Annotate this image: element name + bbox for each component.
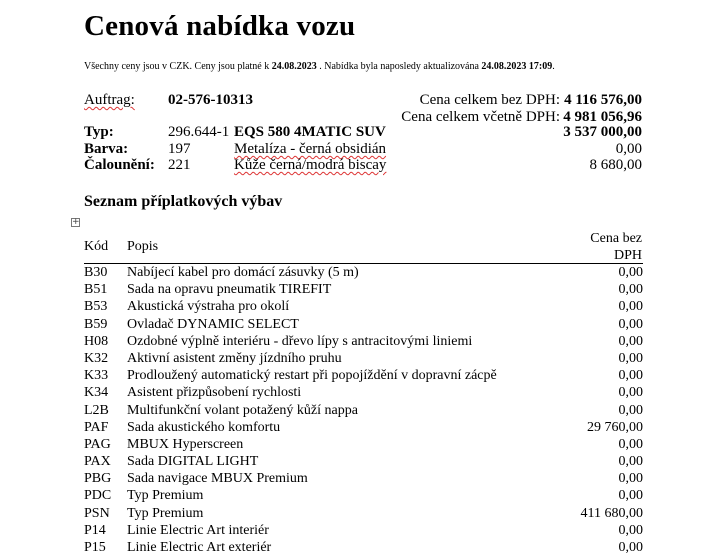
row-code: P14 xyxy=(84,522,106,538)
typ-label: Typ: xyxy=(84,124,114,140)
row-desc: Multifunkční volant potažený kůží nappa xyxy=(127,402,358,418)
row-price: 0,00 xyxy=(618,402,643,418)
row-code: PSN xyxy=(84,505,110,521)
row-desc: Typ Premium xyxy=(127,505,204,521)
row-code: P15 xyxy=(84,540,106,555)
table-row xyxy=(84,403,643,420)
note-prefix: Všechny ceny jsou v CZK. Ceny jsou platné k xyxy=(84,61,270,72)
total-net-label: Cena celkem bez DPH: xyxy=(419,92,560,108)
table-row xyxy=(84,488,643,505)
row-desc: Sada akustického komfortu xyxy=(127,419,281,435)
col-price-header-line1: Cena bez xyxy=(590,231,642,246)
col-desc-header: Popis xyxy=(127,239,159,254)
barva-code: 197 xyxy=(168,141,191,157)
table-row xyxy=(84,454,643,471)
typ-name: EQS 580 4MATIC SUV xyxy=(234,124,386,140)
calouneni-label: Čalounění: xyxy=(84,157,155,173)
row-code: B59 xyxy=(84,316,108,332)
table-row xyxy=(84,506,643,523)
row-desc: Sada DIGITAL LIGHT xyxy=(127,454,259,470)
row-desc: MBUX Hyperscreen xyxy=(127,436,244,452)
table-row xyxy=(84,317,643,334)
note-valid-date: 24.08.2023 xyxy=(271,61,317,72)
table-row xyxy=(84,420,643,437)
row-code: K33 xyxy=(84,368,109,384)
row-code: B51 xyxy=(84,282,108,298)
col-price-header-line2: DPH xyxy=(613,248,642,263)
row-desc: Nabíjecí kabel pro domácí zásuvky (5 m) xyxy=(127,265,359,280)
row-desc: Asistent přizpůsobení rychlosti xyxy=(127,385,302,401)
table-row xyxy=(84,540,643,557)
total-gross-value: 4 981 056,96 xyxy=(563,109,642,125)
row-code: PAG xyxy=(84,436,111,452)
table-row xyxy=(84,265,643,282)
row-code: PBG xyxy=(84,471,112,487)
calouneni-name: Kůže černá/modrá biscay xyxy=(234,157,387,173)
header-rule xyxy=(84,263,643,264)
row-code: PAF xyxy=(84,419,109,435)
row-price: 0,00 xyxy=(618,385,643,401)
row-desc: Linie Electric Art interiér xyxy=(127,522,269,538)
table-row xyxy=(84,523,643,540)
table-move-handle-icon[interactable]: + xyxy=(72,217,80,227)
row-price: 29 760,00 xyxy=(587,419,643,435)
barva-label: Barva: xyxy=(84,141,129,157)
calouneni-code: 221 xyxy=(168,157,191,173)
row-code: H08 xyxy=(84,333,109,349)
barva-name: Metalíza - černá obsidián xyxy=(234,141,387,157)
table-row xyxy=(84,282,643,299)
table-row xyxy=(84,334,643,351)
row-price: 0,00 xyxy=(618,368,643,384)
row-desc: Aktivní asistent změny jízdního pruhu xyxy=(127,350,342,366)
row-desc: Sada navigace MBUX Premium xyxy=(127,471,308,487)
row-code: L2B xyxy=(84,402,109,418)
table-row xyxy=(84,299,643,316)
row-price: 0,00 xyxy=(618,436,643,452)
auftrag-label: Auftrag: xyxy=(84,92,135,108)
table-row xyxy=(84,471,643,488)
row-price: 0,00 xyxy=(618,522,643,538)
table-row xyxy=(84,437,643,454)
note-middle: . Nabídka byla naposledy aktualizována xyxy=(319,61,479,72)
row-price: 0,00 xyxy=(618,350,643,366)
row-desc: Akustická výstraha pro okolí xyxy=(127,299,290,315)
row-code: B30 xyxy=(84,265,108,280)
row-desc: Sada na opravu pneumatik TIREFIT xyxy=(127,282,332,298)
table-row xyxy=(84,351,643,368)
row-desc: Prodloužený automatický restart při popojíždění v dopravní zácpě xyxy=(127,368,497,384)
row-code: PDC xyxy=(84,488,112,504)
row-price: 0,00 xyxy=(618,488,643,504)
price-validity-note xyxy=(84,61,555,72)
row-desc: Ovladač DYNAMIC SELECT xyxy=(127,316,299,332)
row-desc: Typ Premium xyxy=(127,488,204,504)
row-price: 0,00 xyxy=(618,265,643,280)
typ-code: 296.644-1 xyxy=(168,124,230,140)
row-price: 0,00 xyxy=(618,454,643,470)
total-net-value: 4 116 576,00 xyxy=(564,92,642,108)
auftrag-value: 02-576-10313 xyxy=(168,92,253,108)
table-row xyxy=(84,368,643,385)
page-title: Cenová nabídka vozu xyxy=(84,10,356,42)
row-price: 0,00 xyxy=(618,471,643,487)
row-price: 0,00 xyxy=(618,540,643,555)
options-table xyxy=(84,265,643,557)
row-code: B53 xyxy=(84,299,108,315)
row-code: PAX xyxy=(84,454,111,470)
row-price: 0,00 xyxy=(618,333,643,349)
barva-price: 0,00 xyxy=(615,141,642,157)
row-desc: Ozdobné výplně interiéru - dřevo lípy s antracitovými liniemi xyxy=(127,333,473,349)
row-desc: Linie Electric Art exteriér xyxy=(127,540,272,555)
note-suffix: . xyxy=(552,61,555,72)
row-price: 0,00 xyxy=(618,299,643,315)
calouneni-price: 8 680,00 xyxy=(589,157,642,173)
row-price: 0,00 xyxy=(618,282,643,298)
table-row xyxy=(84,385,643,402)
row-price: 0,00 xyxy=(618,316,643,332)
row-price: 411 680,00 xyxy=(580,505,643,521)
total-gross-label: Cena celkem včetně DPH: xyxy=(401,109,560,125)
col-code-header: Kód xyxy=(84,239,109,254)
row-code: K32 xyxy=(84,350,109,366)
note-updated: 24.08.2023 17:09 xyxy=(481,61,553,72)
section-title: Seznam příplatkových výbav xyxy=(84,193,283,210)
row-code: K34 xyxy=(84,385,109,401)
typ-price: 3 537 000,00 xyxy=(563,124,642,140)
